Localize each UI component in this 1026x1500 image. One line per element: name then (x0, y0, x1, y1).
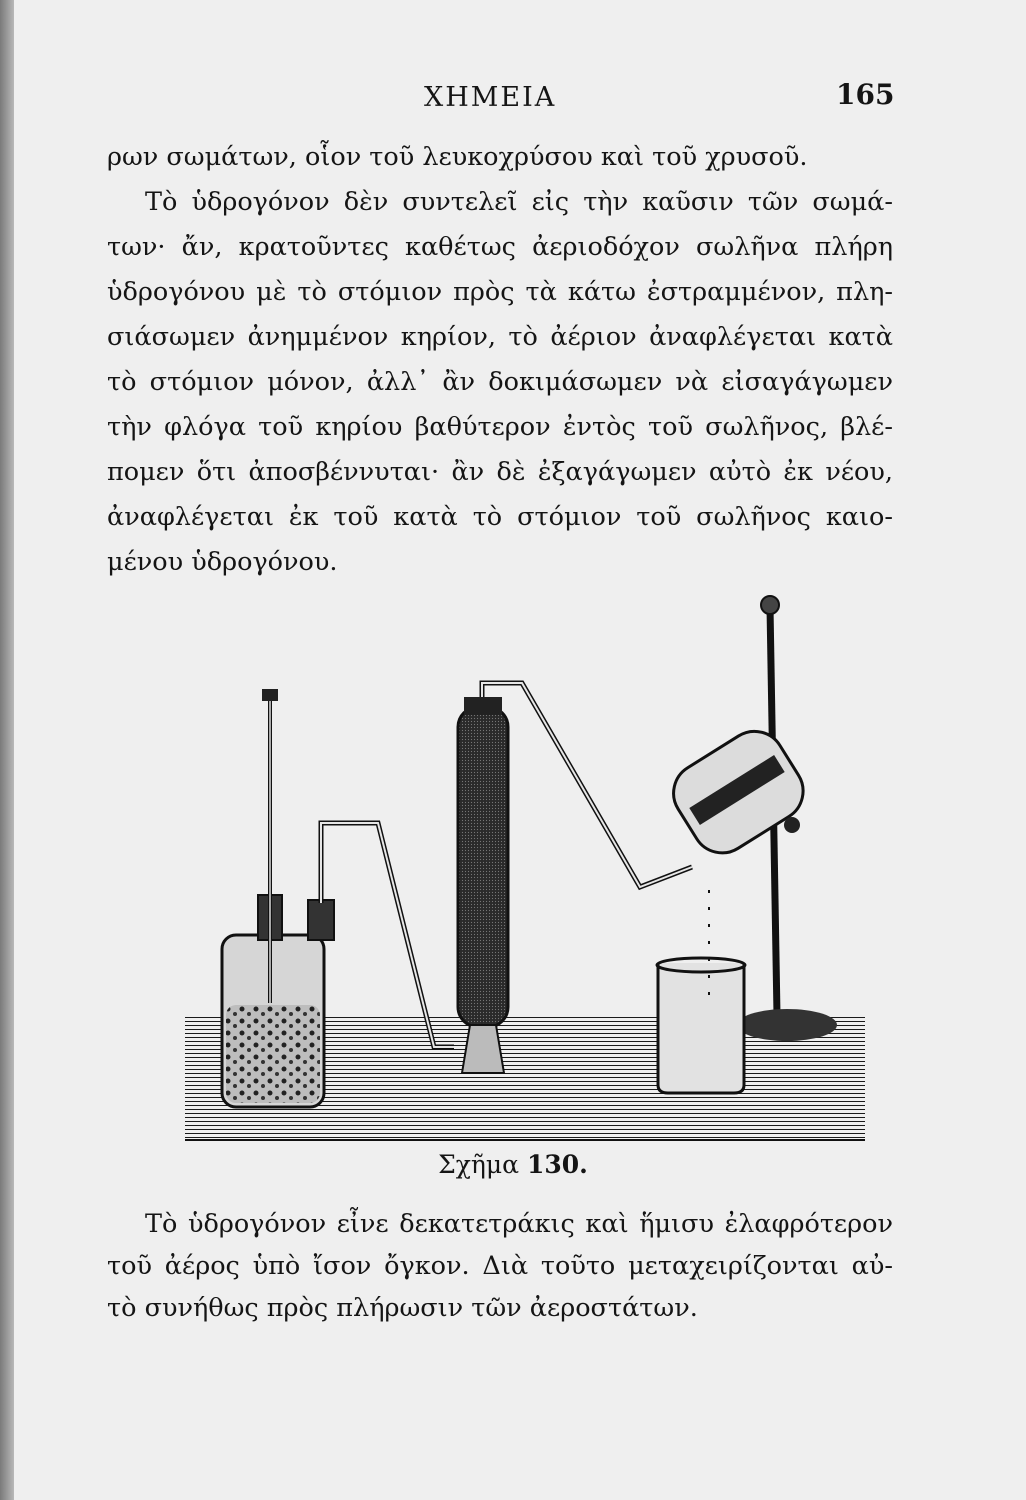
apparatus-engraving (182, 585, 872, 1160)
text-line: μένου ὑδρογόνου. (107, 547, 338, 577)
page-header (0, 78, 1026, 122)
figure-apparatus-illustration (182, 585, 872, 1160)
text-line: τὴν φλόγα τοῦ κηρίου βαθύτερον ἐντὸς τοῦ σωλῆνος, βλέ- (107, 412, 893, 442)
text-line: τὸ στόμιον μόνον, ἀλλ᾽ ἂν δοκιμάσωμεν νὰ εἰσαγάγωμεν (107, 367, 893, 397)
text-line: τὸ συνήθως πρὸς πλήρωσιν τῶν ἀεροστάτων. (107, 1293, 698, 1323)
text-line: τοῦ ἀέρος ὑπὸ ἴσον ὄγκον. Διὰ τοῦτο μεταχειρίζονται αὐ- (107, 1251, 893, 1281)
text-line: ἀναφλέγεται ἐκ τοῦ κατὰ τὸ στόμιον τοῦ σωλῆνος καιο- (107, 502, 893, 532)
page-number: 165 (836, 78, 895, 111)
glass-beaker (657, 890, 745, 1093)
text-line: των· ἄν, κρατοῦντες καθέτως ἀεριοδόχον σωλῆνα πλήρη (107, 232, 893, 262)
text-line: ρων σωμάτων, οἷον τοῦ λευκοχρύσου καὶ τοῦ χρυσοῦ. (107, 142, 808, 172)
bottom-paragraph (107, 1203, 893, 1329)
top-paragraphs (107, 135, 893, 585)
figure-caption (0, 1150, 1026, 1179)
text-line: σιάσωμεν ἀνημμένον κηρίον, τὸ ἀέριον ἀναφλέγεται κατὰ (107, 322, 893, 352)
page-gutter (0, 0, 14, 1500)
text-line: Τὸ ὑδρογόνον δὲν συντελεῖ εἰς τὴν καῦσιν τῶν σωμά- (145, 187, 893, 217)
running-title: ΧΗΜΕΙΑ (424, 82, 557, 113)
text-line: πομεν ὅτι ἀποσβέννυται· ἂν δὲ ἐξαγάγωμεν αὐτὸ ἐκ νέου, (107, 457, 893, 487)
caption-number: 130. (527, 1150, 588, 1179)
text-line: ὑδρογόνου μὲ τὸ στόμιον πρὸς τὰ κάτω ἐστραμμένον, πλη- (107, 277, 893, 307)
text-line: Τὸ ὑδρογόνον εἶνε δεκατετράκις καὶ ἥμισυ ἐλαφρότερον (145, 1209, 893, 1239)
caption-label: Σχῆμα (438, 1150, 520, 1179)
